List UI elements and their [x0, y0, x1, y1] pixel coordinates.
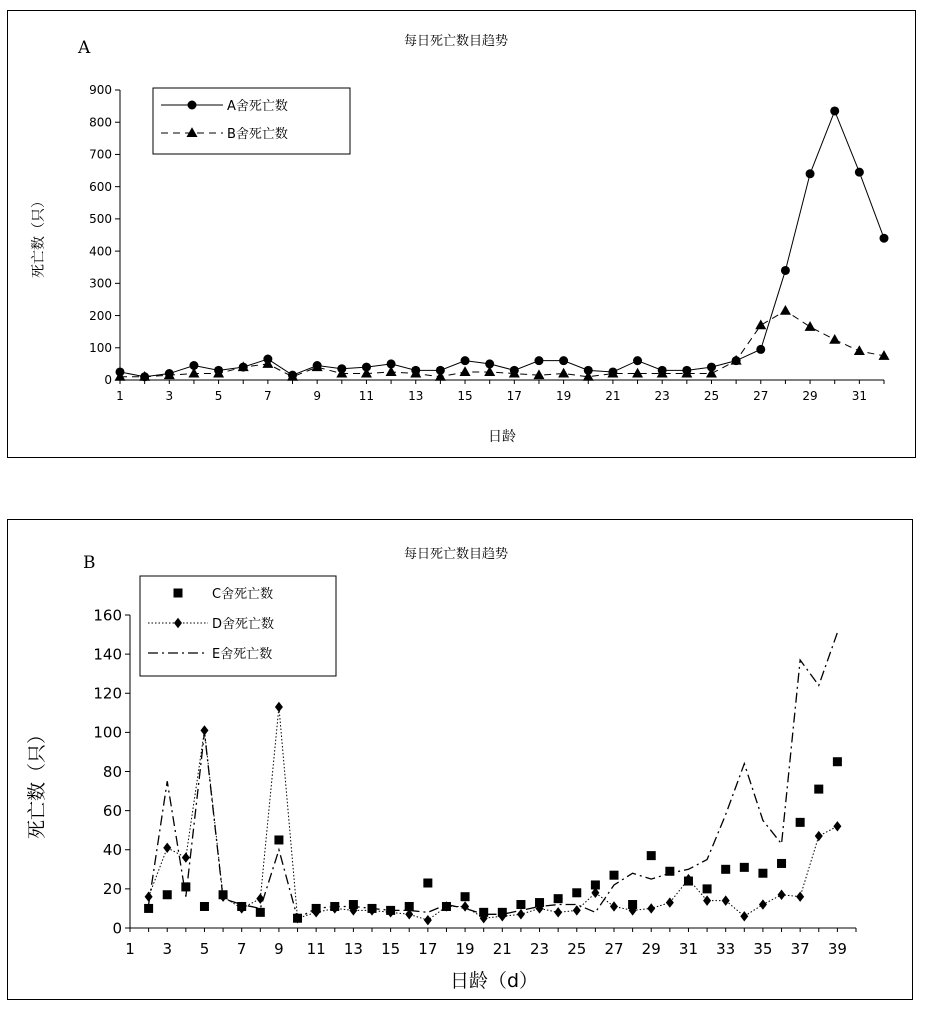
chart-b-x-tick-label: 23: [529, 940, 550, 958]
chart-panel-b: [7, 519, 913, 1000]
chart-b-y-tick-label: 140: [93, 645, 122, 664]
chart-b-series-1-point: [833, 757, 842, 766]
chart-b-series-1-point: [703, 884, 712, 893]
chart-b-legend-label-3: E舍死亡数: [212, 647, 273, 662]
chart-a-y-tick-label: 0: [104, 373, 112, 388]
chart-b-y-axis-label: 死亡数（只）: [26, 724, 48, 840]
chart-b-x-tick-label: 37: [790, 940, 810, 958]
chart-a-panel-label: A: [78, 38, 91, 58]
chart-b-series-1-point: [144, 904, 153, 913]
chart-a-x-axis-label: 日龄: [488, 429, 516, 445]
chart-b-x-tick-label: 29: [641, 940, 661, 958]
chart-b-series-2-point: [163, 843, 171, 853]
chart-a-series-1-point: [830, 106, 839, 115]
chart-b-series-2-point: [722, 895, 730, 905]
chart-a-x-tick-label: 23: [654, 389, 670, 403]
chart-b-panel-label: B: [83, 553, 96, 573]
chart-b-x-tick-label: 35: [753, 940, 773, 958]
chart-b-x-tick-label: 3: [162, 940, 173, 958]
chart-a-x-tick-label: 17: [506, 389, 522, 403]
chart-b-series-2-point: [815, 831, 823, 841]
chart-a-title: 每日死亡数目趋势: [403, 34, 509, 49]
chart-a-x-tick-label: 1: [116, 389, 124, 403]
chart-b-x-tick-label: 27: [604, 940, 624, 958]
chart-a-legend-label-1: A舍死亡数: [227, 99, 288, 114]
chart-a-series-2-point: [460, 366, 471, 376]
chart-a-series-2-point: [755, 319, 766, 329]
chart-b-y-tick-label: 0: [112, 919, 122, 938]
chart-b-y-tick-label: 60: [102, 801, 122, 820]
chart-b-series-2-point: [573, 905, 581, 915]
chart-b-x-tick-label: 19: [455, 940, 475, 958]
chart-a-x-tick-label: 31: [851, 389, 867, 403]
chart-b-x-tick-label: 1: [125, 940, 135, 958]
chart-a-y-tick-label: 600: [89, 179, 112, 194]
chart-b-series-1-point: [181, 882, 190, 891]
chart-b-svg: [8, 520, 914, 1001]
chart-b-x-tick-label: 17: [418, 940, 438, 958]
chart-b-series-1-point: [610, 871, 619, 880]
chart-b-series-2-point: [778, 890, 786, 900]
chart-b-x-tick-label: 31: [678, 940, 699, 958]
chart-b-series-1-point: [647, 851, 656, 860]
chart-a-series-2-point: [805, 321, 816, 331]
chart-a-x-tick-label: 5: [214, 389, 223, 403]
chart-b-series-2-point: [833, 821, 841, 831]
chart-b-series-2-point: [740, 911, 748, 921]
chart-a-series-2-point: [484, 366, 495, 376]
chart-b-series-2-point: [182, 852, 190, 862]
chart-b-series-1-point: [796, 818, 805, 827]
chart-b-series-1-point: [516, 900, 525, 909]
chart-b-title: 每日死亡数目趋势: [403, 547, 509, 562]
chart-a-x-tick-label: 29: [802, 389, 818, 403]
chart-b-x-tick-label: 7: [236, 940, 247, 958]
chart-a-y-tick-label: 900: [89, 83, 112, 98]
chart-a-x-tick-label: 7: [264, 389, 272, 403]
chart-b-series-1-point: [777, 859, 786, 868]
chart-a-svg: [8, 11, 917, 459]
chart-b-legend-label-1: C舍死亡数: [212, 587, 274, 602]
chart-b-x-tick-label: 5: [199, 940, 210, 958]
chart-b-y-tick-label: 40: [102, 841, 122, 859]
chart-b-x-axis-label: 日龄（d）: [449, 970, 539, 992]
chart-b-y-tick-label: 100: [93, 723, 122, 742]
chart-b-x-tick-label: 15: [381, 940, 401, 958]
chart-b-series-1-point: [740, 863, 749, 872]
chart-a-x-tick-label: 15: [457, 389, 473, 403]
chart-a-x-tick-label: 3: [165, 389, 174, 403]
chart-b-series-1-point: [423, 879, 432, 888]
chart-b-series-2-point: [424, 915, 432, 925]
chart-b-x-tick-label: 13: [343, 940, 363, 958]
chart-a-x-tick-label: 11: [358, 389, 375, 403]
chart-b-series-2-point: [610, 901, 618, 911]
chart-a-series-1-point: [461, 356, 470, 365]
chart-b-series-2-point: [461, 901, 469, 911]
chart-a-y-axis-label: 死亡数（只）: [31, 194, 47, 278]
chart-a-series-2-point: [780, 305, 791, 315]
chart-a-y-tick-label: 800: [89, 115, 112, 130]
chart-b-series-2-point: [554, 907, 562, 917]
chart-a-series-2-point: [533, 369, 544, 379]
chart-b-x-tick-label: 39: [827, 940, 847, 958]
chart-b-x-tick-label: 25: [567, 940, 587, 958]
chart-a-y-tick-label: 200: [89, 308, 112, 323]
chart-a-series-2-point: [386, 366, 397, 376]
chart-a-y-tick-label: 400: [89, 244, 112, 259]
chart-a-series-1-point: [633, 356, 642, 365]
chart-b-series-1-point: [274, 835, 283, 844]
chart-a-x-tick-label: 25: [703, 389, 720, 403]
chart-a-y-tick-label: 700: [89, 147, 112, 162]
chart-a-series-1-point: [534, 356, 543, 365]
chart-panel-a: [7, 10, 916, 458]
chart-a-x-tick-label: 21: [605, 389, 621, 403]
chart-a-x-tick-label: 9: [313, 389, 321, 403]
chart-a-y-tick-label: 100: [89, 340, 112, 355]
chart-b-y-tick-label: 120: [93, 684, 122, 703]
chart-b-x-tick-label: 33: [716, 940, 736, 958]
chart-a-y-tick-label: 300: [89, 276, 112, 291]
chart-b-series-1-point: [554, 894, 563, 903]
chart-a-x-tick-label: 13: [408, 389, 424, 403]
chart-a-series-2-point: [188, 368, 199, 378]
chart-b-x-tick-label: 11: [306, 940, 326, 958]
chart-b-y-tick-label: 80: [102, 762, 122, 781]
chart-a-series-2-point: [632, 368, 643, 378]
chart-a-series-1-point: [781, 266, 790, 275]
chart-a-series-1-point: [855, 168, 864, 177]
chart-a-series-1-point: [756, 345, 765, 354]
chart-b-series-1-point: [572, 888, 581, 897]
chart-a-x-tick-label: 27: [753, 389, 769, 403]
chart-a-series-1-point: [880, 234, 889, 243]
chart-b-series-2-point: [275, 702, 283, 712]
chart-b-series-2-point: [796, 892, 804, 902]
chart-b-series-1-point: [200, 902, 209, 911]
chart-b-series-1-point: [721, 865, 730, 874]
chart-b-series-1-point: [461, 892, 470, 901]
chart-b-x-tick-label: 9: [274, 940, 284, 958]
chart-a-series-2-point: [854, 345, 865, 355]
chart-b-series-2-point: [647, 903, 655, 913]
chart-a-series-2-point: [558, 368, 569, 378]
chart-a-series-1-point: [559, 356, 568, 365]
chart-a-y-tick-label: 500: [89, 212, 112, 227]
chart-a-x-tick-label: 19: [555, 389, 572, 403]
chart-b-x-tick-label: 21: [492, 940, 512, 958]
chart-b-series-1-point: [814, 785, 823, 794]
chart-a-legend-box: [153, 88, 350, 154]
chart-b-series-1-point: [758, 869, 767, 878]
chart-b-series-2-line: [149, 707, 838, 920]
chart-b-legend-label-2: D舍死亡数: [212, 617, 275, 632]
chart-a-legend-marker-1: [188, 101, 197, 110]
chart-b-legend-marker-1: [174, 589, 183, 598]
chart-a-series-1-point: [806, 169, 815, 178]
chart-b-series-1-point: [256, 908, 265, 917]
chart-a-legend-label-2: B舍死亡数: [227, 127, 288, 142]
chart-b-series-2-point: [759, 899, 767, 909]
chart-b-series-1-point: [163, 890, 172, 899]
chart-b-y-tick-label: 20: [102, 880, 122, 899]
chart-b-y-tick-label: 160: [93, 606, 122, 625]
chart-a-series-2-point: [829, 334, 840, 344]
